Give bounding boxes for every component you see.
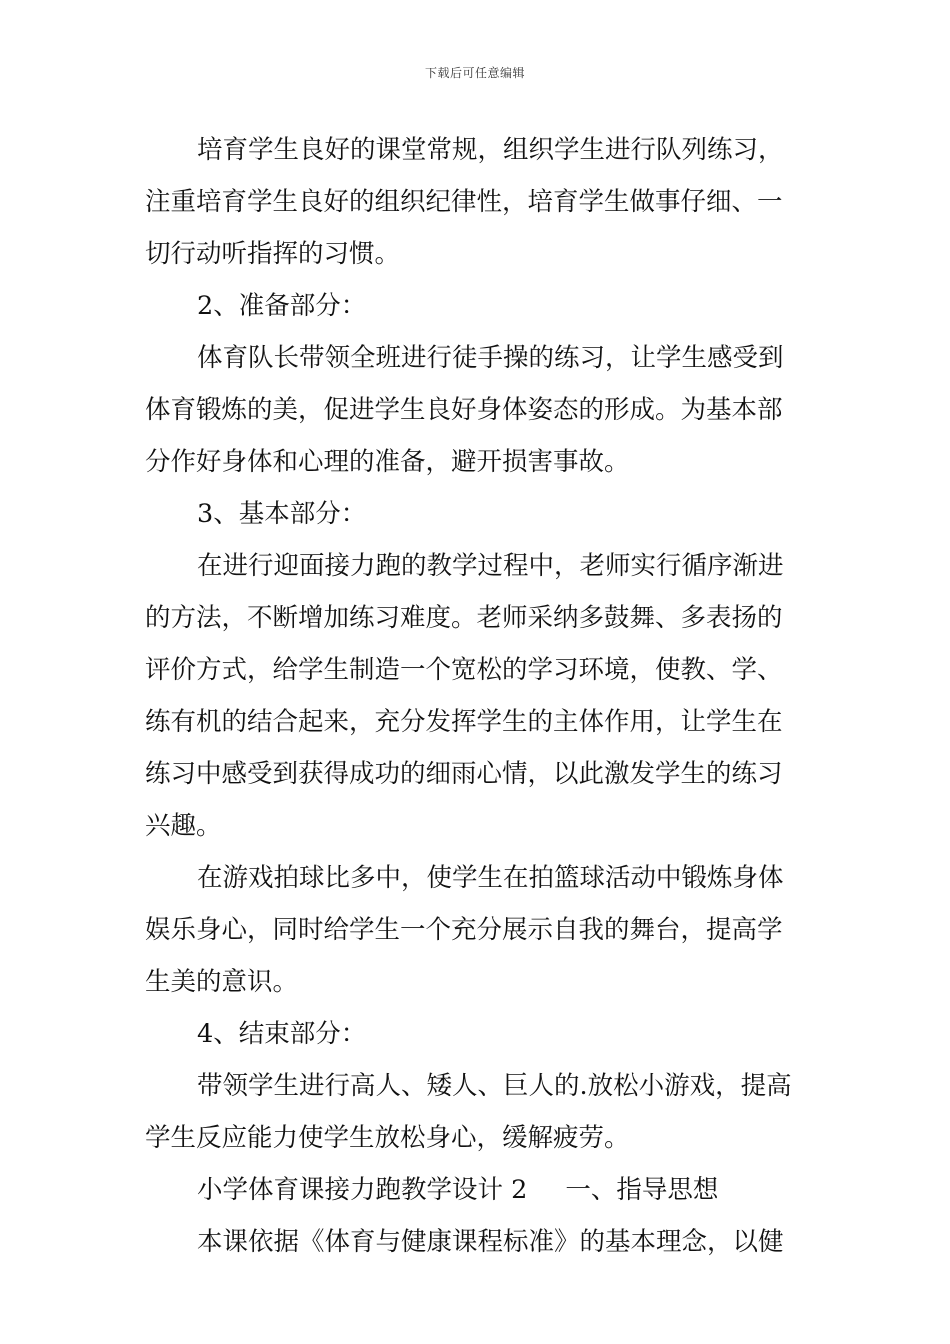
paragraph-line: 培育学生良好的课堂常规，组织学生进行队列练习，	[197, 135, 784, 165]
paragraph-line: 娱乐身心，同时给学生一个充分展示自我的舞台，提高学	[145, 915, 783, 945]
page-header: 下载后可任意编辑	[424, 66, 525, 80]
paragraph-line: 切行动听指挥的习惯。	[145, 239, 401, 269]
paragraph-line: 在游戏拍球比多中，使学生在拍篮球活动中锻炼身体	[197, 863, 784, 893]
paragraph-line: 体育锻炼的美，促进学生良好身体姿态的形成。为基本部	[145, 395, 783, 425]
paragraph-line: 在进行迎面接力跑的教学过程中，老师实行循序渐进	[197, 551, 784, 581]
section-heading: 一、指导思想	[565, 1175, 719, 1205]
paragraph-line: 体育队长带领全班进行徒手操的练习，让学生感受到	[197, 343, 784, 373]
paragraph-line: 生美的意识。	[145, 967, 299, 997]
paragraph-line: 本课依据《体育与健康课程标准》的基本理念，以健	[197, 1227, 784, 1257]
title-line	[145, 1164, 807, 1216]
document-title: 小学体育课接力跑教学设计 2	[197, 1175, 528, 1205]
section-heading: 2、准备部分：	[197, 291, 367, 321]
paragraph-line: 分作好身体和心理的准备，避开损害事故。	[145, 447, 630, 477]
paragraph-line: 的方法，不断增加练习难度。老师采纳多鼓舞、多表扬的	[145, 603, 783, 633]
paragraph-line: 评价方式，给学生制造一个宽松的学习环境，使教、学、	[145, 655, 783, 685]
paragraph-line: 兴趣。	[145, 811, 222, 841]
paragraph-line: 带领学生进行高人、矮人、巨人的.放松小游戏，提高	[197, 1071, 792, 1101]
document-body	[145, 124, 807, 1268]
paragraph-line: 练有机的结合起来，充分发挥学生的主体作用，让学生在	[145, 707, 783, 737]
paragraph-line: 注重培育学生良好的组织纪律性，培育学生做事仔细、一	[145, 187, 783, 217]
section-heading: 3、基本部分：	[197, 499, 367, 529]
section-heading: 4、结束部分：	[197, 1019, 367, 1049]
paragraph-line: 练习中感受到获得成功的细雨心情，以此激发学生的练习	[145, 759, 783, 789]
paragraph-line: 学生反应能力使学生放松身心，缓解疲劳。	[145, 1123, 630, 1153]
